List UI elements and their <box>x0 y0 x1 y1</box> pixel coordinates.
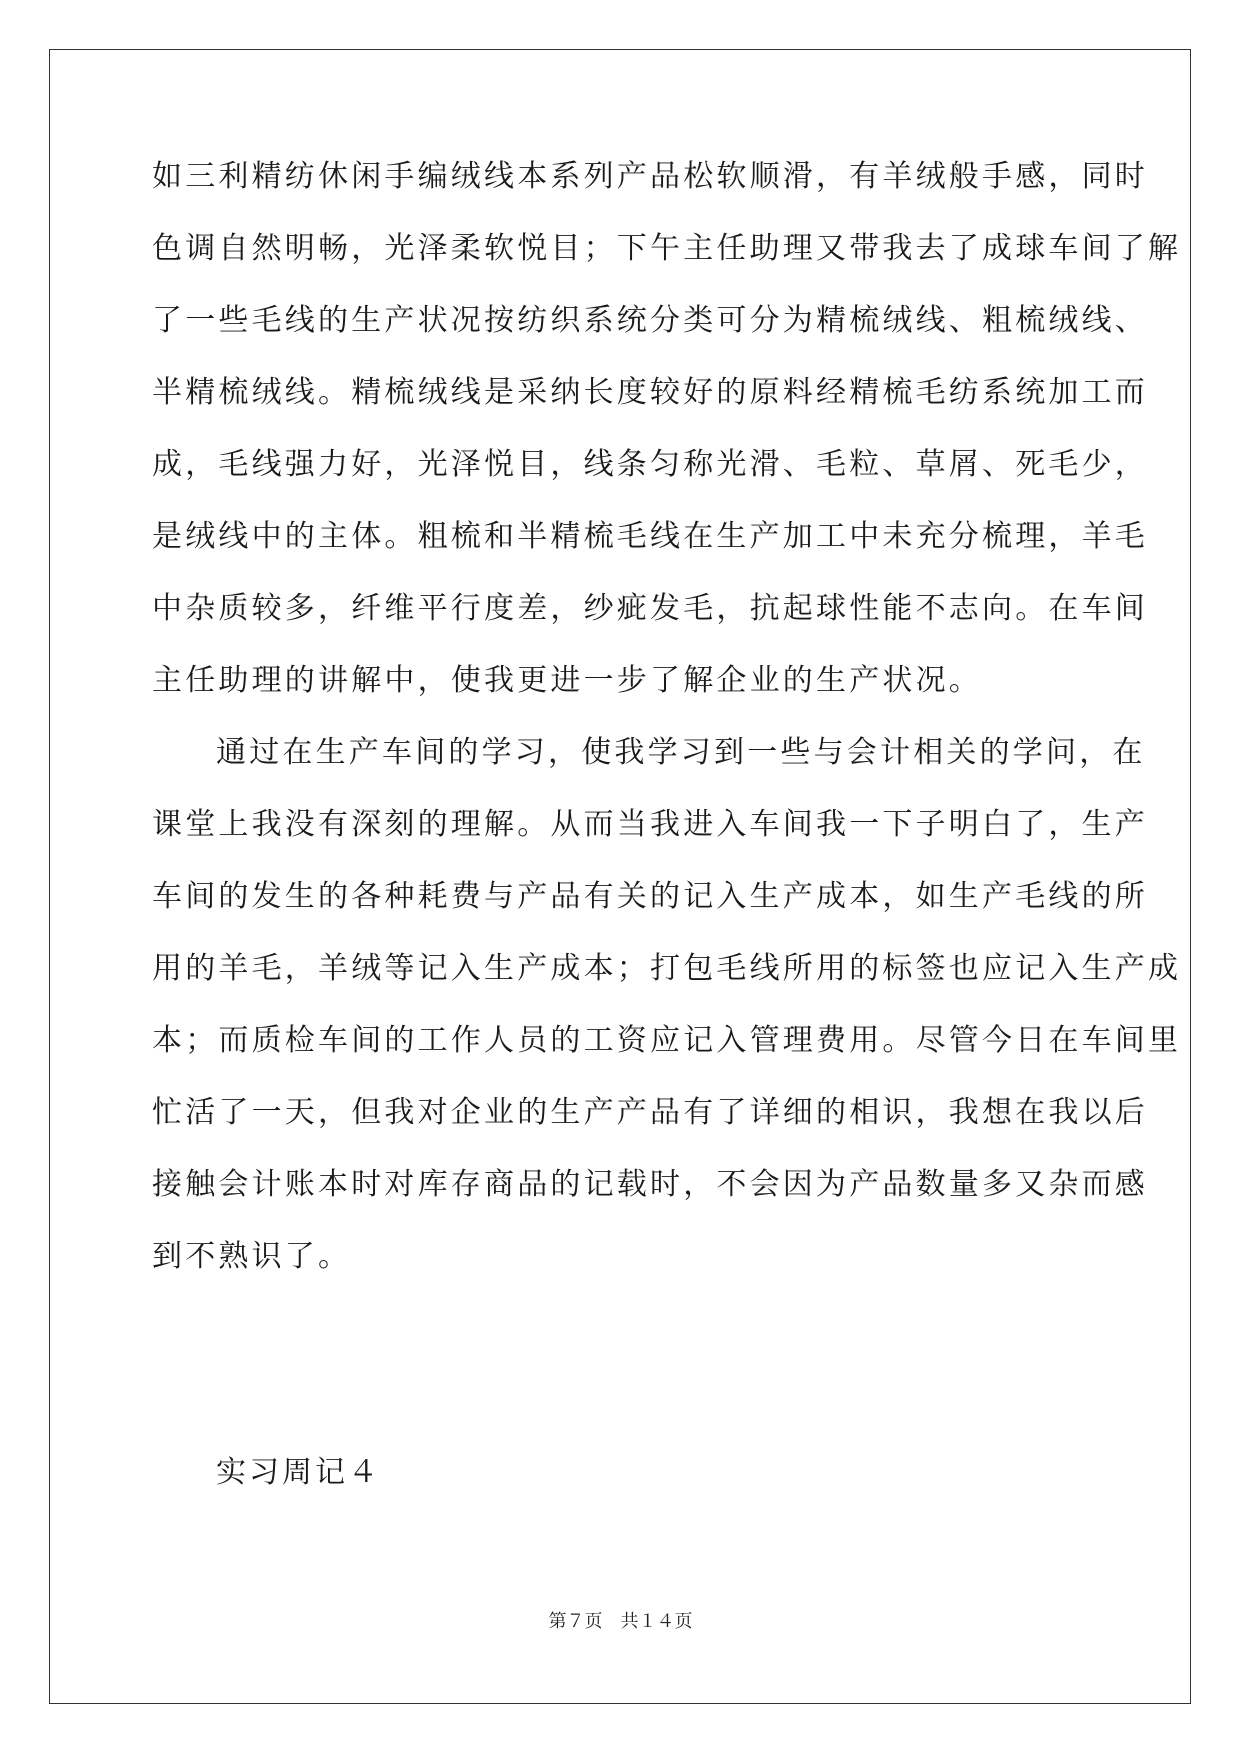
paragraph-line: 接触会计账本时对库存商品的记载时，不会因为产品数量多又杂而感 <box>152 1167 1148 1202</box>
paragraph-line: 了一些毛线的生产状况按纺织系统分类可分为精梳绒线、粗梳绒线、 <box>152 303 1148 338</box>
paragraph-line: 到不熟识了。 <box>152 1239 352 1274</box>
paragraph-line: 本；而质检车间的工作人员的工资应记入管理费用。尽管今日在车间里 <box>152 1023 1182 1058</box>
paragraph-line: 色调自然明畅，光泽柔软悦目；下午主任助理又带我去了成球车间了解 <box>152 231 1182 266</box>
paragraph-line: 中杂质较多，纤维平行度差，纱疵发毛，抗起球性能不志向。在车间 <box>152 591 1148 626</box>
paragraph-line: 忙活了一天，但我对企业的生产产品有了详细的相识，我想在我以后 <box>152 1095 1148 1130</box>
paragraph-line: 主任助理的讲解中，使我更进一步了解企业的生产状况。 <box>152 663 982 698</box>
paragraph-line: 通过在生产车间的学习，使我学习到一些与会计相关的学问，在 <box>216 735 1146 770</box>
page-number: 第７页 共１４页 <box>548 1611 693 1632</box>
paragraph-line: 是绒线中的主体。粗梳和半精梳毛线在生产加工中未充分梳理，羊毛 <box>152 519 1148 554</box>
page-footer <box>0 1611 1241 1633</box>
paragraph-line: 用的羊毛，羊绒等记入生产成本；打包毛线所用的标签也应记入生产成 <box>152 951 1182 986</box>
section-heading: 实习周记４ <box>216 1455 381 1490</box>
paragraph-line: 课堂上我没有深刻的理解。从而当我进入车间我一下子明白了，生产 <box>152 807 1148 842</box>
paragraph-line: 如三利精纺休闲手编绒线本系列产品松软顺滑，有羊绒般手感，同时 <box>152 159 1148 194</box>
paragraph-line: 成，毛线强力好，光泽悦目，线条匀称光滑、毛粒、草屑、死毛少， <box>152 447 1148 482</box>
paragraph-line: 半精梳绒线。精梳绒线是采纳长度较好的原料经精梳毛纺系统加工而 <box>152 375 1148 410</box>
paragraph-line: 车间的发生的各种耗费与产品有关的记入生产成本，如生产毛线的所 <box>152 879 1148 914</box>
